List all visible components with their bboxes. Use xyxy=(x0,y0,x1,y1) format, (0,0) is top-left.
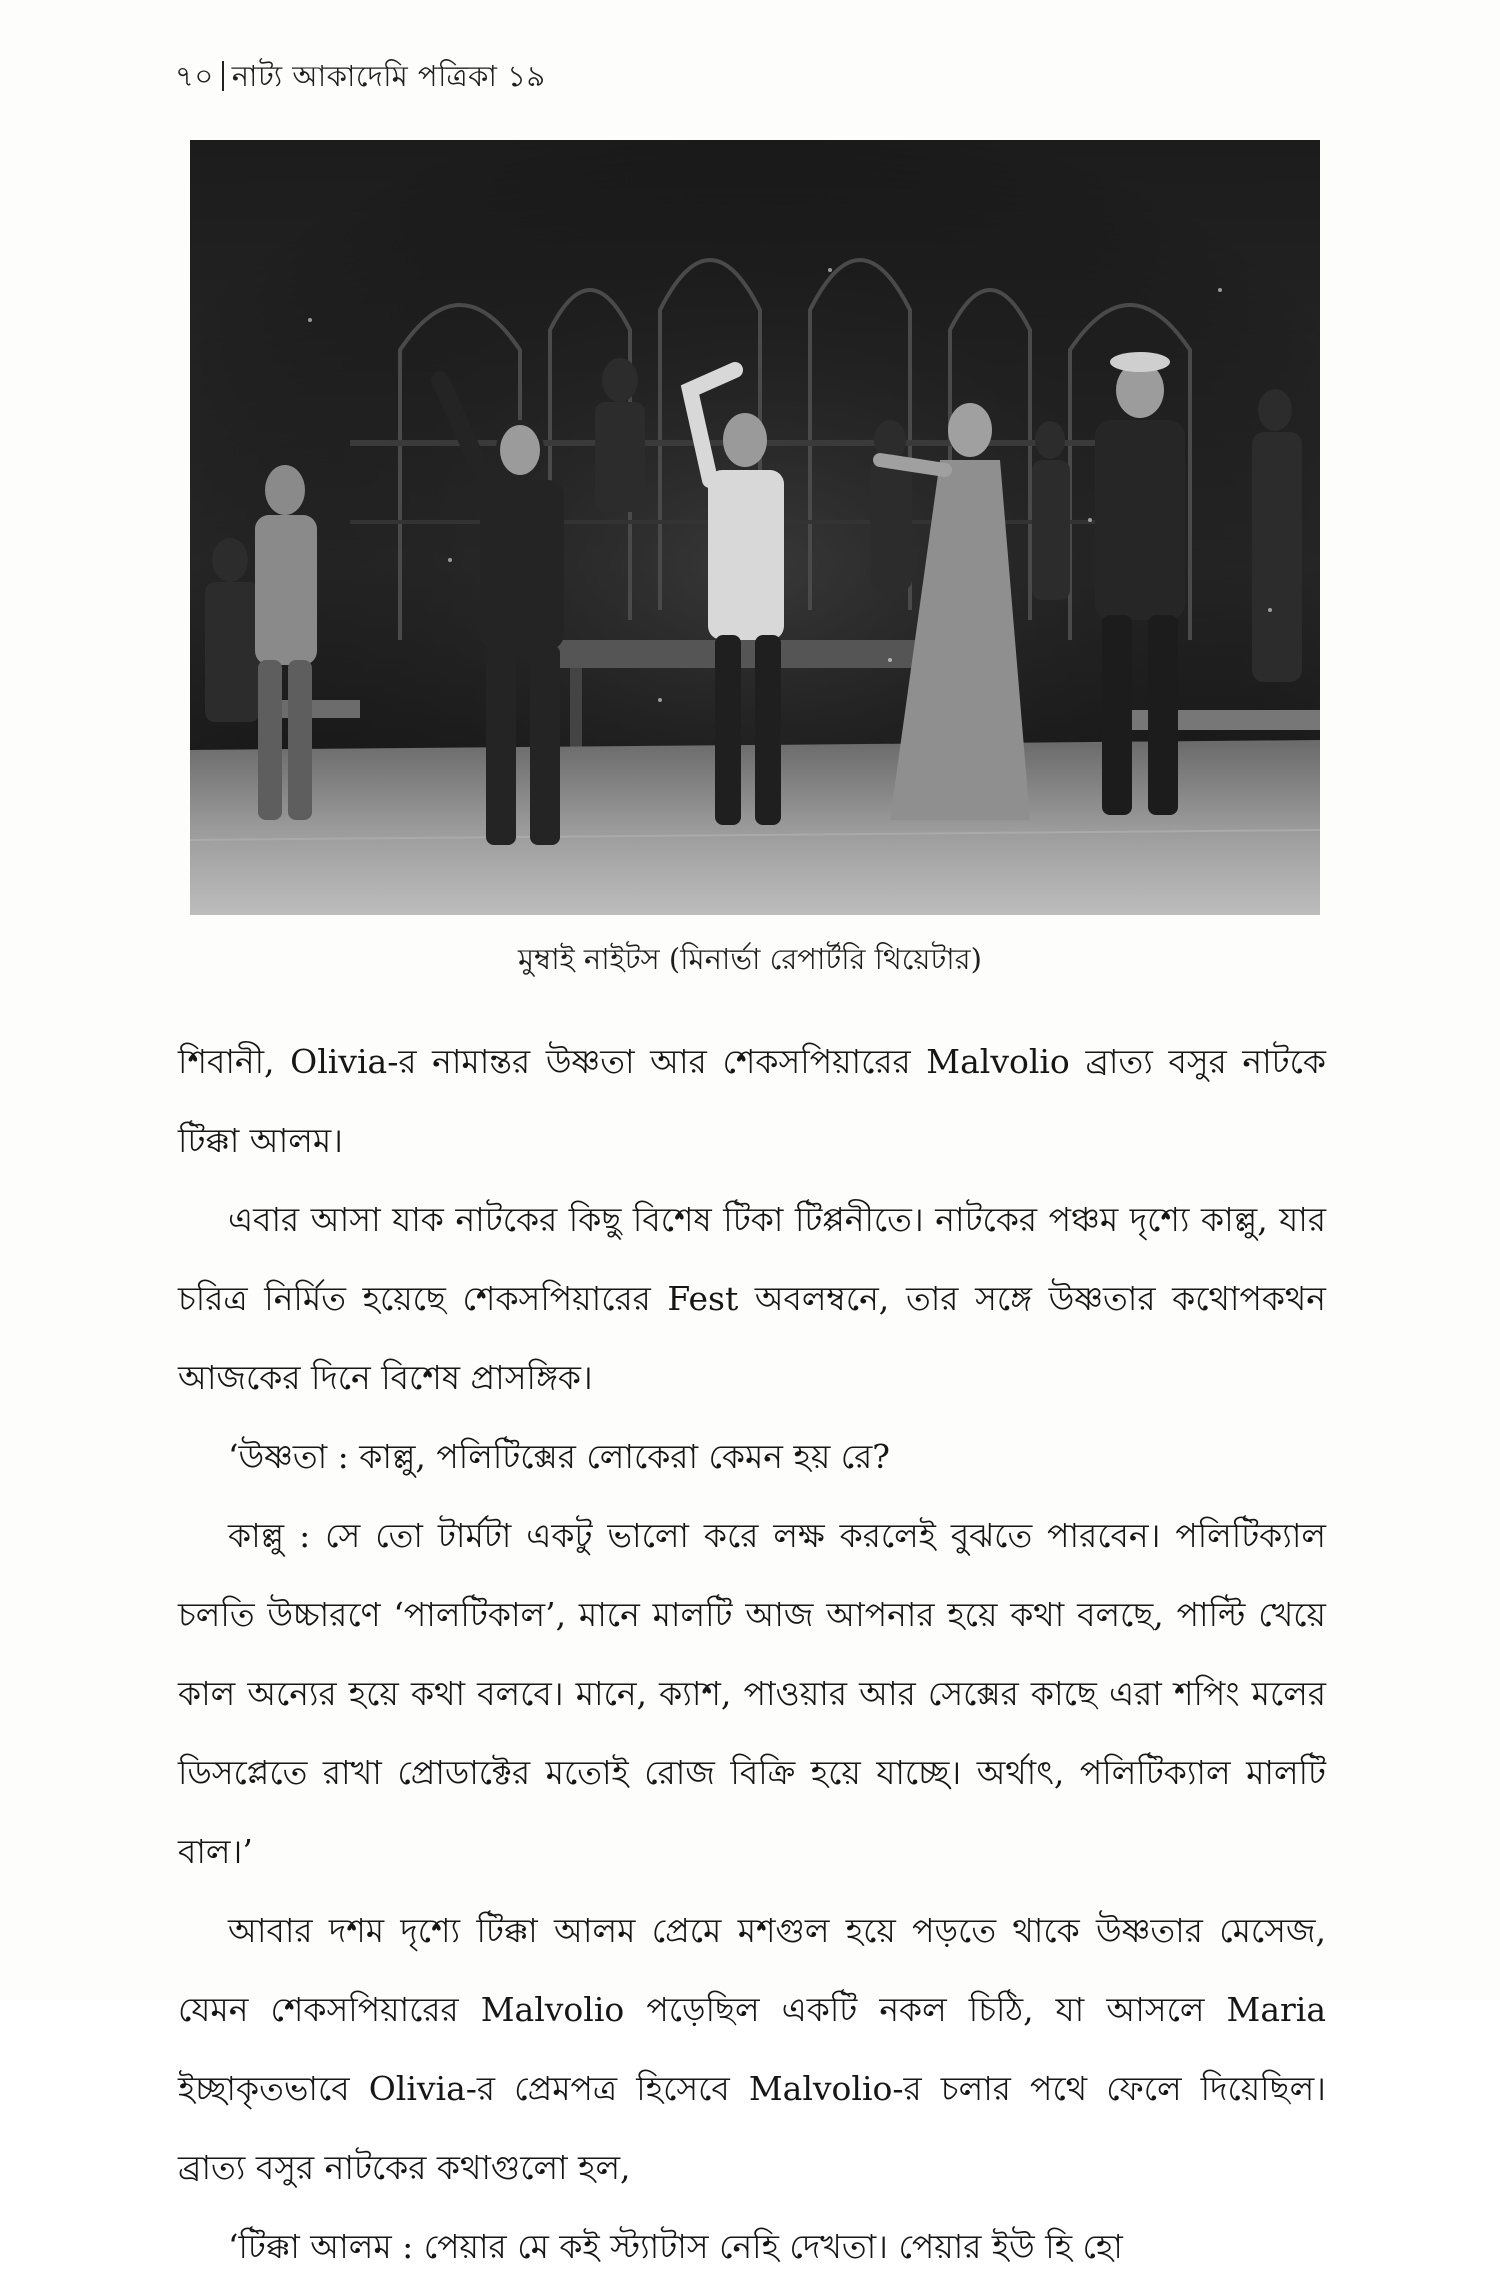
paragraph: ‘টিক্কা আলম : পেয়ার মে কই স্ট্যাটাস নেহি দেখতা। পেয়ার ইউ হি হো xyxy=(228,2227,1123,2266)
running-header xyxy=(175,54,546,103)
stage-photo-illustration xyxy=(190,140,1320,915)
paragraph: ‘উষ্ণতা : কাল্লু, পলিটিক্সের লোকেরা কেমন হয় রে? xyxy=(228,1437,890,1476)
paragraph: এবার আসা যাক নাটকের কিছু বিশেষ টিকা টিপ্পনীতে। নাটকের পঞ্চম দৃশ্যে কাল্লু, যার চরিত্র নির্মিত হয়েছে শেকসপিয়ারের Fest অবলম্বনে, তার সঙ্গে উষ্ণতার কথোপকথন আজকের দিনে বিশেষ প্রাসঙ্গিক। xyxy=(178,1200,1326,1397)
article-body xyxy=(178,1022,1326,2286)
paragraph: কাল্লু : সে তো টার্মটা একটু ভালো করে লক্ষ করলেই বুঝতে পারবেন। পলিটিক্যাল চলতি উচ্চারণে ‘পালটিকাল’, মানে মালটি আজ আপনার হয়ে কথা বলছে, পাল্টি খেয়ে কাল অন্যের হয়ে কথা বলবে। মানে, ক্যাশ, পাওয়ার আর সেক্সের কাছে এরা শপিং মলের ডিসপ্লেতে রাখা প্রোডাক্টের মতোই রোজ বিক্রি হয়ে যাচ্ছে। অর্থাৎ, পলিটিক্যাল মালটি বাল।’ xyxy=(178,1516,1326,1871)
stage-photo xyxy=(190,140,1320,915)
header-divider xyxy=(222,61,224,91)
photo-caption: মুম্বাই নাইটস (মিনার্ভা রেপার্টরি থিয়েটার) xyxy=(518,942,982,976)
journal-title: নাট্য আকাদেমি পত্রিকা ১৯ xyxy=(231,59,546,93)
paragraph: আবার দশম দৃশ্যে টিক্কা আলম প্রেমে মশগুল হয়ে পড়তে থাকে উষ্ণতার মেসেজ, যেমন শেকসপিয়ারের Malvolio পড়েছিল একটি নকল চিঠি, যা আসলে Maria ইচ্ছাকৃতভাবে Olivia-র প্রেমপত্র হিসেবে Malvolio-র চলার পথে ফেলে দিয়েছিল। ব্রাত্য বসুর নাটকের কথাগুলো হল, xyxy=(178,1911,1326,2187)
paragraph: শিবানী, Olivia-র নামান্তর উষ্ণতা আর শেকসপিয়ারের Malvolio ব্রাত্য বসুর নাটকে টিক্কা আলম। xyxy=(178,1042,1326,1160)
page-number: ৭০ xyxy=(175,59,214,93)
